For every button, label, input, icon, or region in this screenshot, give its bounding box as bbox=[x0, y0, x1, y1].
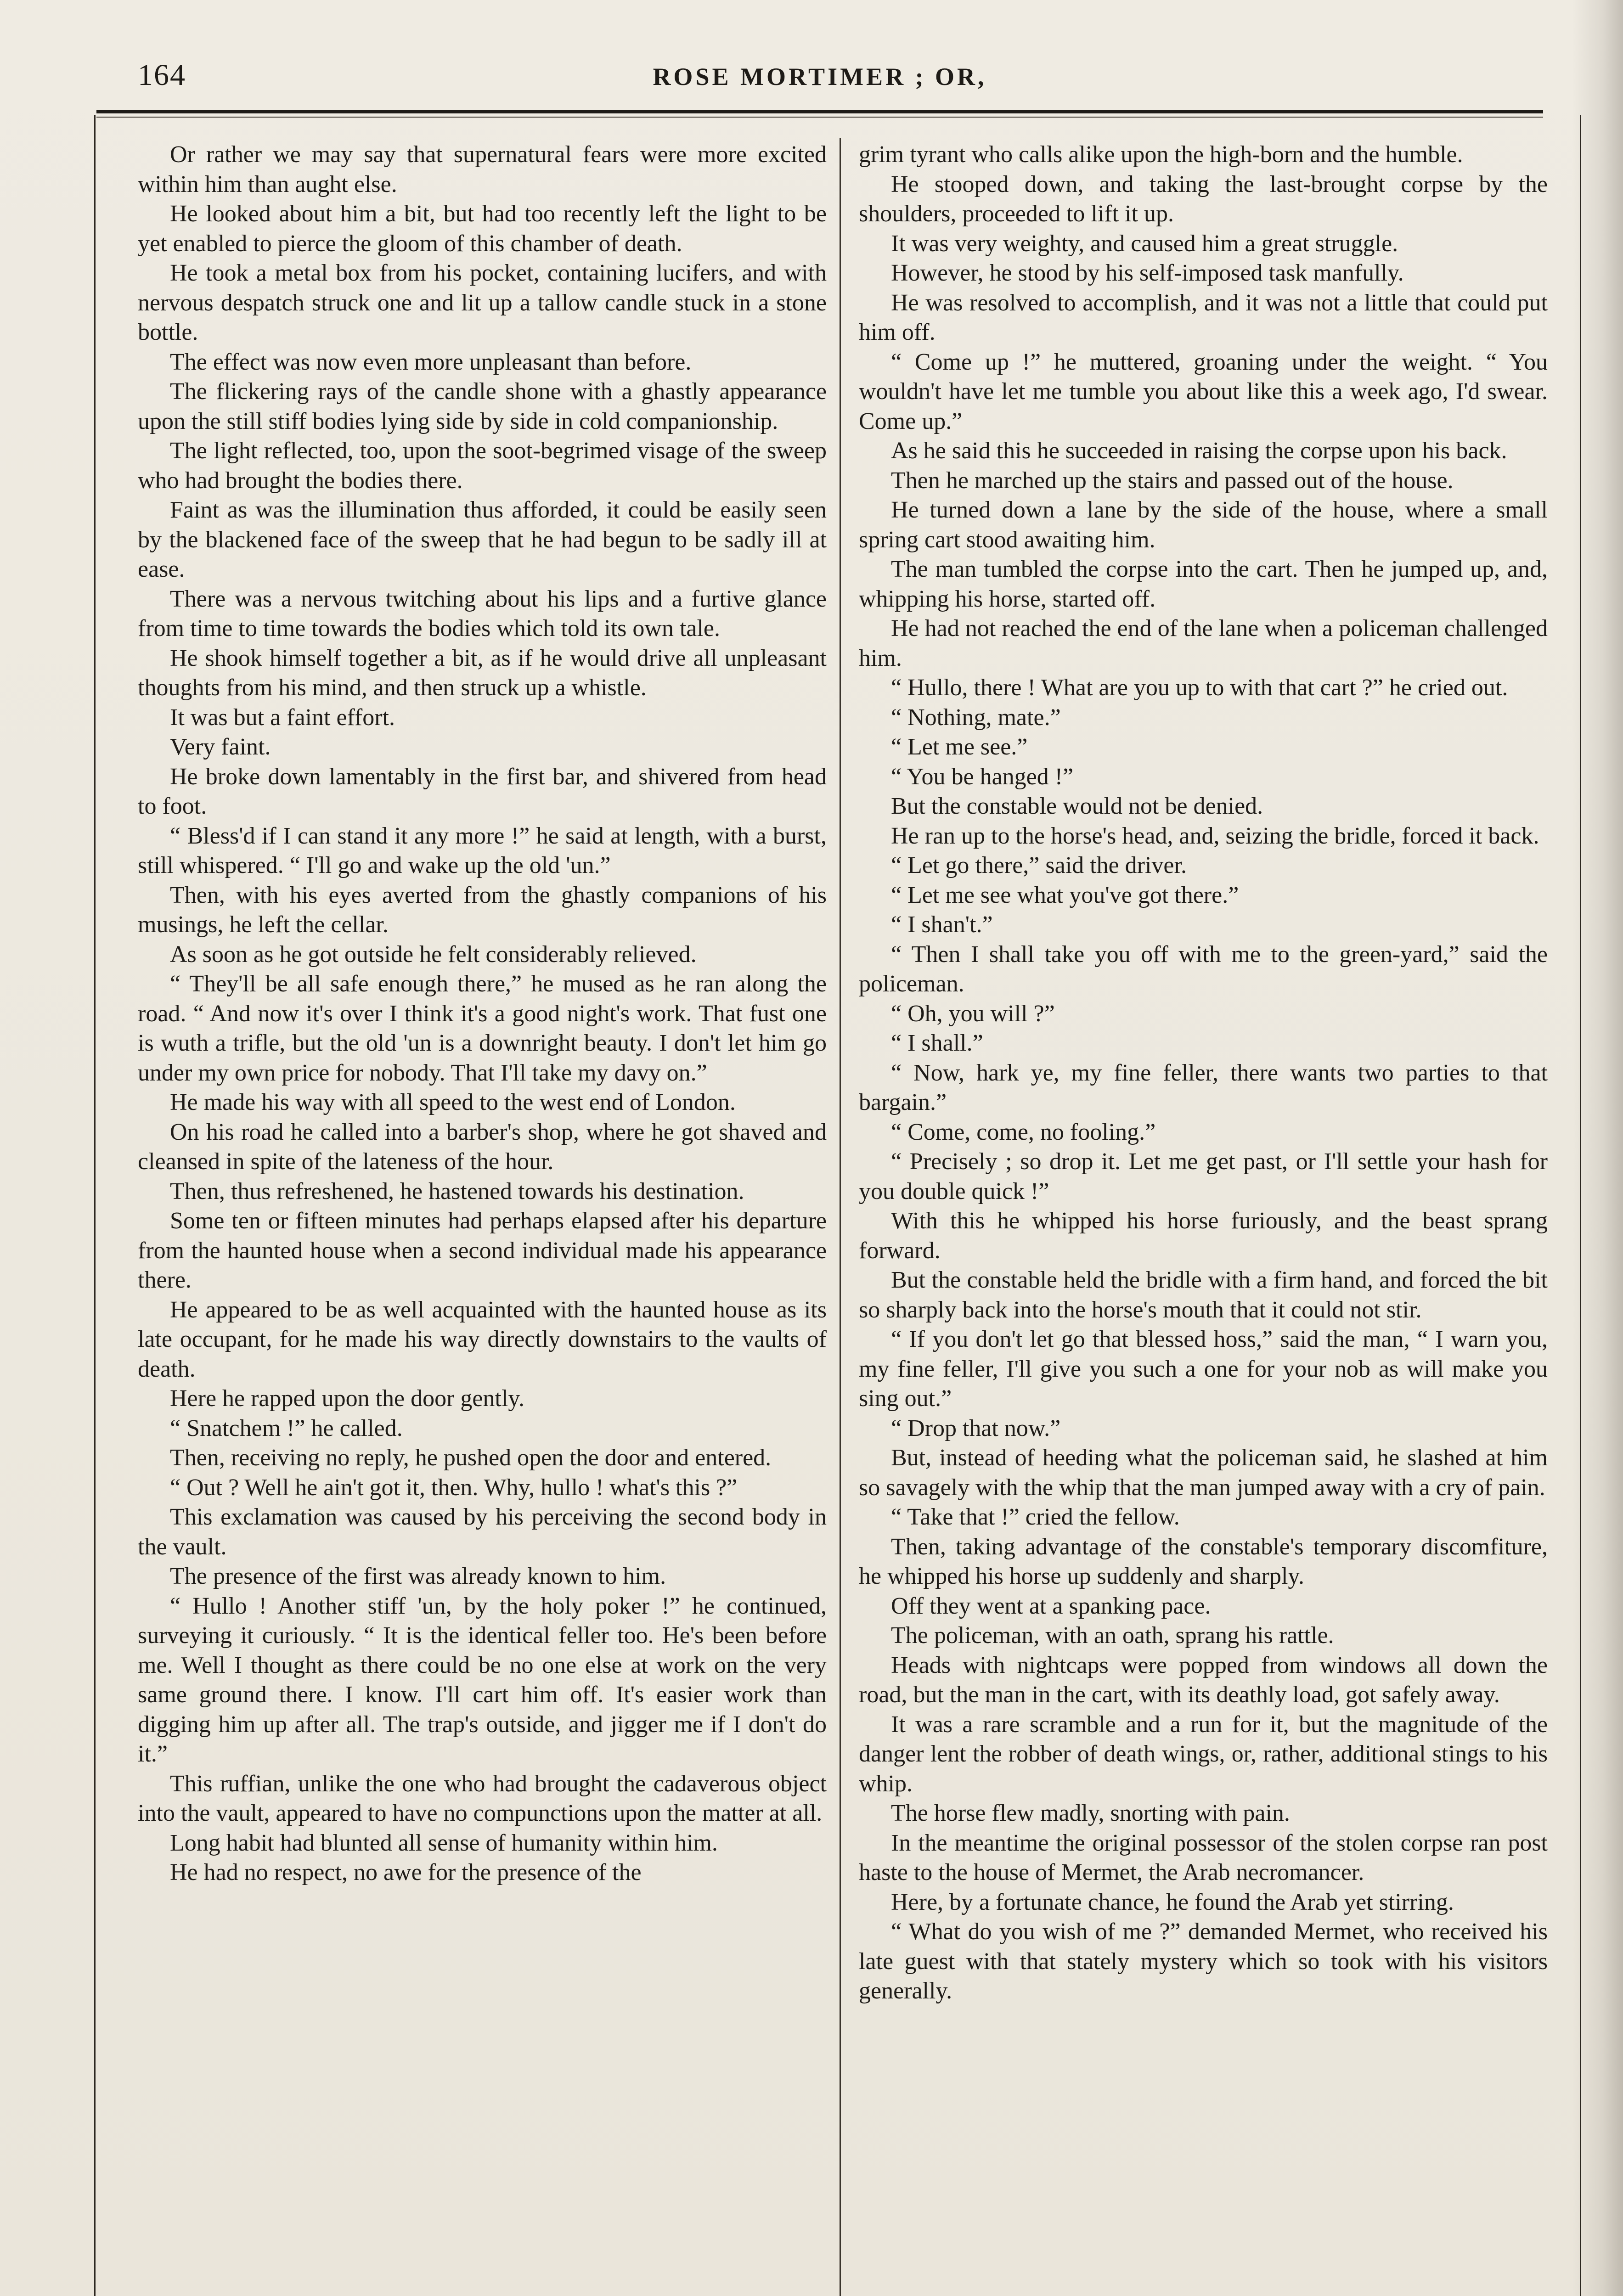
paragraph: Then, thus refreshened, he hastened towards his destination. bbox=[170, 1178, 744, 1204]
paragraph: The flickering rays of the candle shone with a ghastly appearance upon the still stiff bodies lying side by side in cold companionship. bbox=[138, 378, 827, 434]
paragraph: “ Nothing, mate.” bbox=[891, 704, 1061, 731]
paragraph: “ Come up !” he muttered, groaning under the weight. “ You wouldn't have let me tumble you about like this a week ago, I'd swear. Come up.” bbox=[859, 349, 1548, 434]
paragraph: The presence of the first was already known to him. bbox=[170, 1563, 666, 1589]
paragraph: “ If you don't let go that blessed hoss,” said the man, “ I warn you, my fine feller, I'll give you such a one for your nob as will make you sing out.” bbox=[859, 1326, 1548, 1412]
paragraph: He ran up to the horse's head, and, seizing the bridle, forced it back. bbox=[891, 822, 1539, 849]
paragraph: “ Oh, you will ?” bbox=[891, 1000, 1055, 1027]
paragraph: “ What do you wish of me ?” demanded Mermet, who received his late guest with that stately mystery which so took with his visitors generally. bbox=[859, 1919, 1548, 2004]
paragraph: Then, receiving no reply, he pushed open the door and entered. bbox=[170, 1445, 772, 1471]
paragraph: grim tyrant who calls alike upon the high-born and the humble. bbox=[859, 141, 1463, 168]
paragraph: However, he stood by his self-imposed task manfully. bbox=[891, 260, 1404, 286]
paragraph: He looked about him a bit, but had too recently left the light to be yet enabled to pierce the gloom of this chamber of death. bbox=[138, 201, 827, 257]
paragraph: As he said this he succeeded in raising the corpse upon his back. bbox=[891, 438, 1507, 464]
paragraph: It was a rare scramble and a run for it, but the magnitude of the danger lent the robber of death wings, or, rather, additional stings to his whip. bbox=[859, 1711, 1548, 1797]
paragraph: He was resolved to accomplish, and it was not a little that could put him off. bbox=[859, 289, 1548, 345]
paragraph: “ Take that !” cried the fellow. bbox=[891, 1504, 1180, 1530]
page-number: 164 bbox=[138, 58, 186, 92]
paragraph: “ Hullo, there ! What are you up to with that cart ?” he cried out. bbox=[891, 675, 1508, 701]
paragraph: “ Then I shall take you off with me to the green-yard,” said the policeman. bbox=[859, 941, 1548, 997]
paragraph: “ Snatchem !” he called. bbox=[170, 1415, 403, 1441]
paragraph: “ I shall.” bbox=[891, 1030, 983, 1056]
paragraph: He turned down a lane by the side of the house, where a small spring cart stood awaiting him. bbox=[859, 497, 1548, 553]
paragraph: “ Precisely ; so drop it. Let me get past, or I'll settle your hash for you double quick !” bbox=[859, 1148, 1548, 1204]
paragraph: The effect was now even more unpleasant than before. bbox=[170, 349, 692, 375]
paragraph: “ Drop that now.” bbox=[891, 1415, 1061, 1441]
paragraph: Then he marched up the stairs and passed out of the house. bbox=[891, 467, 1454, 494]
paragraph: “ Bless'd if I can stand it any more !” he said at length, with a burst, still whispered. “ I'll go and wake up the old 'un.” bbox=[138, 822, 827, 878]
paragraph: He took a metal box from his pocket, containing lucifers, and with nervous despatch struck one and lit up a tallow candle stuck in a stone bottle. bbox=[138, 260, 827, 345]
paragraph: This exclamation was caused by his perceiving the second body in the vault. bbox=[138, 1504, 827, 1560]
paragraph: “ Hullo ! Another stiff 'un, by the holy poker !” he continued, surveying it curiously. “ It is the identical feller too. He's been before me. Well I thought as there could be no one else at work on the very same ground there. I know. I'll cart him off. It's easier work than digging him up after all. The trap's outside, and jigger me if I don't do it.” bbox=[138, 1593, 827, 1767]
paragraph: Or rather we may say that supernatural fears were more excited within him than aught else. bbox=[138, 141, 827, 197]
paragraph: The horse flew madly, snorting with pain. bbox=[891, 1800, 1290, 1826]
paragraph: He had no respect, no awe for the presence of the bbox=[170, 1859, 642, 1885]
column-divider bbox=[840, 138, 841, 2296]
frame-right-rule bbox=[1580, 115, 1581, 2296]
paragraph: In the meantime the original possessor of the stolen corpse ran post haste to the house of Mermet, the Arab necromancer. bbox=[859, 1829, 1548, 1885]
frame-left-rule bbox=[94, 115, 96, 2296]
paragraph: He made his way with all speed to the west end of London. bbox=[170, 1089, 736, 1115]
paragraph: The man tumbled the corpse into the cart. Then he jumped up, and, whipping his horse, started off. bbox=[859, 556, 1548, 612]
paragraph: “ Now, hark ye, my fine feller, there wants two parties to that bargain.” bbox=[859, 1059, 1548, 1115]
paragraph: “ You be hanged !” bbox=[891, 763, 1074, 790]
paragraph: He appeared to be as well acquainted with the haunted house as its late occupant, for he made his way directly downstairs to the vaults of death. bbox=[138, 1296, 827, 1382]
paragraph: Here he rapped upon the door gently. bbox=[170, 1385, 525, 1412]
paragraph: “ I shan't.” bbox=[891, 912, 993, 938]
paragraph: But the constable held the bridle with a firm hand, and forced the bit so sharply back into the horse's mouth that it could not stir. bbox=[859, 1267, 1548, 1323]
paragraph: “ Out ? Well he ain't got it, then. Why, hullo ! what's this ?” bbox=[170, 1474, 738, 1501]
paragraph: On his road he called into a barber's shop, where he got shaved and cleansed in spite of the lateness of the hour. bbox=[138, 1119, 827, 1175]
paragraph: “ Let me see.” bbox=[891, 734, 1028, 760]
running-head: ROSE MORTIMER ; OR, bbox=[653, 63, 987, 90]
paragraph: It was very weighty, and caused him a great struggle. bbox=[891, 230, 1398, 257]
right-column bbox=[859, 140, 1548, 2006]
paragraph: Then, with his eyes averted from the ghastly companions of his musings, he left the cellar. bbox=[138, 882, 827, 938]
paragraph: Here, by a fortunate chance, he found the Arab yet stirring. bbox=[891, 1889, 1454, 1915]
paragraph: But the constable would not be denied. bbox=[891, 793, 1263, 819]
paragraph: “ Let go there,” said the driver. bbox=[891, 852, 1187, 878]
paragraph: Faint as was the illumination thus afforded, it could be easily seen by the blackened face of the sweep that he had begun to be sadly ill at ease. bbox=[138, 497, 827, 582]
paragraph: The policeman, with an oath, sprang his rattle. bbox=[891, 1622, 1334, 1649]
paragraph: “ They'll be all safe enough there,” he mused as he ran along the road. “ And now it's over I think it's a good night's work. That fust one is wuth a trifle, but the old 'un is a downright beauty. I don't let him go under my own price for nobody. That I'll take my davy on.” bbox=[138, 971, 827, 1086]
paragraph: Very faint. bbox=[170, 734, 271, 760]
paragraph: With this he whipped his horse furiously, and the beast sprang forward. bbox=[859, 1208, 1548, 1264]
header-rule-thick bbox=[96, 110, 1543, 113]
paragraph: He broke down lamentably in the first bar, and shivered from head to foot. bbox=[138, 763, 827, 819]
paragraph: “ Come, come, no fooling.” bbox=[891, 1119, 1156, 1145]
paragraph: Long habit had blunted all sense of humanity within him. bbox=[170, 1829, 718, 1856]
paragraph: He had not reached the end of the lane when a policeman challenged him. bbox=[859, 615, 1548, 671]
header-rule-thin bbox=[96, 117, 1543, 118]
paragraph: “ Let me see what you've got there.” bbox=[891, 882, 1239, 908]
page-header bbox=[96, 54, 1543, 105]
paragraph: As soon as he got outside he felt considerably relieved. bbox=[170, 941, 697, 968]
paragraph: The light reflected, too, upon the soot-begrimed visage of the sweep who had brought the bodies there. bbox=[138, 438, 827, 494]
paragraph: There was a nervous twitching about his lips and a furtive glance from time to time towards the bodies which told its own tale. bbox=[138, 585, 827, 642]
paragraph: Then, taking advantage of the constable's temporary discomfiture, he whipped his horse up suddenly and sharply. bbox=[859, 1533, 1548, 1589]
paragraph: He shook himself together a bit, as if he would drive all unpleasant thoughts from his mind, and then struck up a whistle. bbox=[138, 645, 827, 701]
paragraph: Some ten or fifteen minutes had perhaps elapsed after his departure from the haunted house when a second individual made his appearance there. bbox=[138, 1208, 827, 1293]
left-column bbox=[138, 140, 827, 1888]
paragraph: He stooped down, and taking the last-brought corpse by the shoulders, proceeded to lift it up. bbox=[859, 171, 1548, 227]
paragraph: Heads with nightcaps were popped from windows all down the road, but the man in the cart, with its deathly load, got safely away. bbox=[859, 1652, 1548, 1708]
paragraph: But, instead of heeding what the policeman said, he slashed at him so savagely with the whip that the man jumped away with a cry of pain. bbox=[859, 1445, 1548, 1501]
paragraph: This ruffian, unlike the one who had brought the cadaverous object into the vault, appeared to have no compunctions upon the matter at all. bbox=[138, 1770, 827, 1826]
paragraph: Off they went at a spanking pace. bbox=[891, 1593, 1211, 1619]
paragraph: It was but a faint effort. bbox=[170, 704, 395, 731]
